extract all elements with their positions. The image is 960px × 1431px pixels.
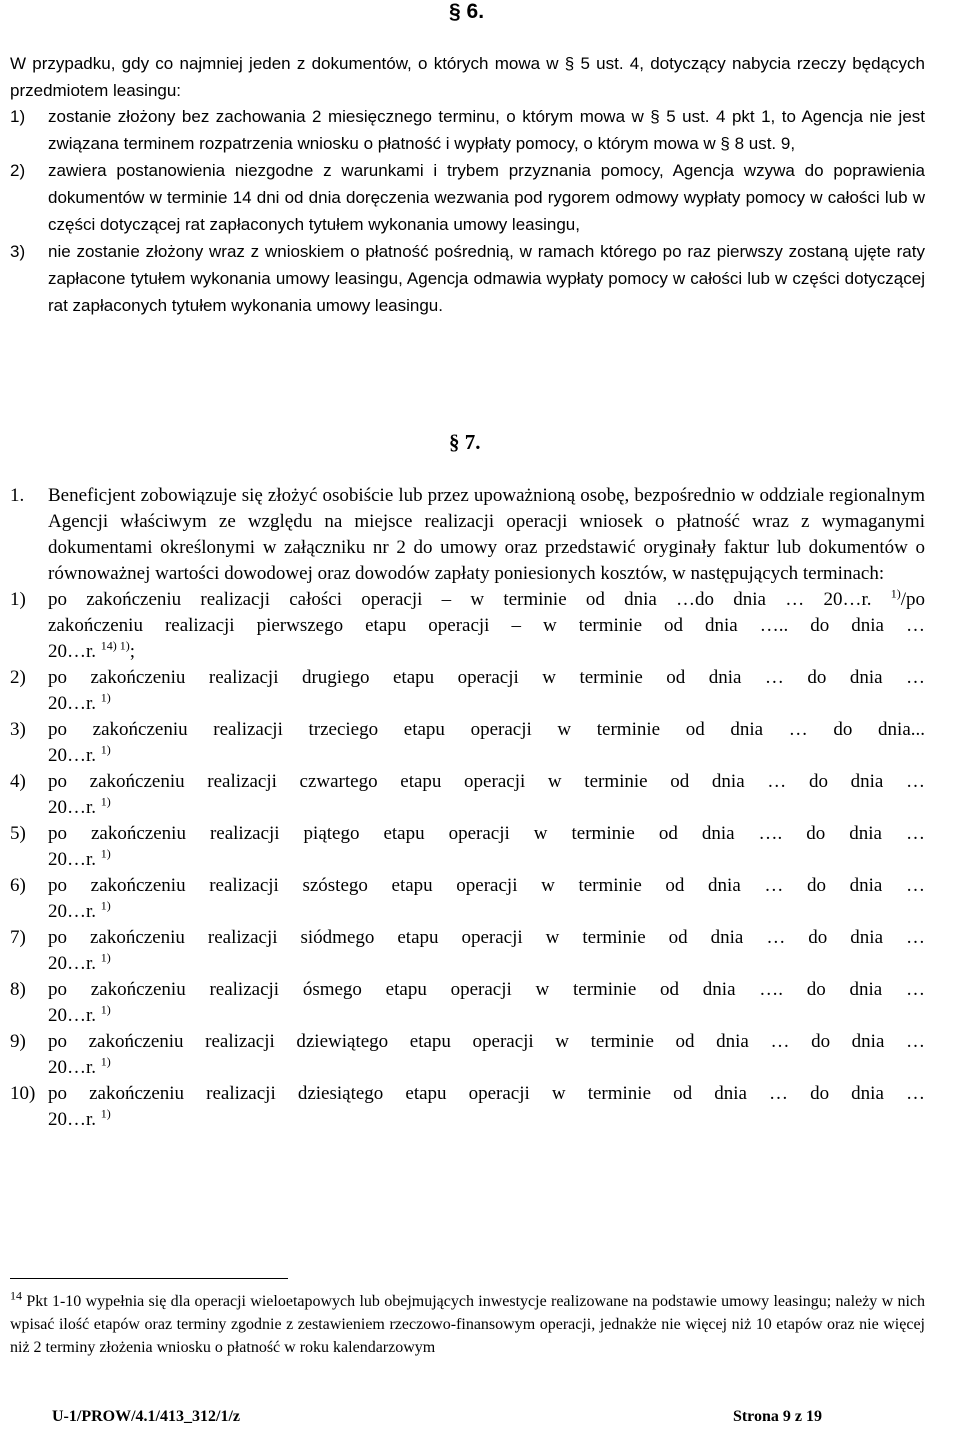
paragraph-1 (10, 483, 925, 587)
footnote-separator (10, 1278, 288, 1279)
list-item-line: po zakończeniu realizacji czwartego etapu operacji w terminie od dnia … do dnia … (48, 771, 925, 792)
footnote-ref: 1) (100, 794, 111, 809)
footnote-marker: 14 (10, 1288, 22, 1303)
footnote-ref: 1) (100, 1054, 111, 1069)
list-item-line: 20…r. $^{1)}$ (48, 846, 111, 870)
list-item-number: 6) (10, 875, 26, 896)
deadline-list-rest (10, 665, 925, 1133)
list-item-line: po zakończeniu realizacji trzeciego etapu operacji w terminie od dnia … do dnia... (48, 719, 925, 740)
footnote-text: Pkt 1-10 wypełnia się dla operacji wieloetapowych lub obejmujących inwestycje realizowane na podstawie umowy leasingu; należy w nich wpisać ilość etapów oraz terminy zgodnie z zestawieniem rzeczowo-finansowym operacji, jednakże nie więcej niż 10 etapów oraz nie więcej niż 2 terminy złożenia wniosku o płatność w roku kalendarzowym (10, 1293, 926, 1356)
list-item-line: 20…r. $^{1)}$ (48, 794, 111, 818)
list-item-line: po zakończeniu realizacji dziesiątego etapu operacji w terminie od dnia … do dnia … (48, 1083, 925, 1104)
list-item (10, 103, 925, 157)
list-item (10, 587, 925, 665)
list-item-line: zakończeniu realizacji pierwszego etapu operacji – w terminie od dnia ….. do dnia … (48, 615, 925, 636)
footnote-ref: 1) (100, 1106, 111, 1121)
list-item-line: 20…r. $^{1)}$ (48, 950, 111, 974)
list-item-number: 4) (10, 771, 26, 792)
page-number: Strona 9 z 19 (732, 1408, 822, 1425)
list-item (10, 769, 925, 821)
list-item-line: po zakończeniu realizacji szóstego etapu operacji w terminie od dnia … do dnia … (48, 875, 925, 896)
list-item-line: po zakończeniu realizacji ósmego etapu operacji w terminie od dnia …. do dnia … (48, 979, 925, 1000)
section-7-heading: § 7. (449, 430, 481, 454)
list-item-line: po zakończeniu realizacji całości operacji – w terminie od dnia …do dnia … 20…r. $^{1)}$/po (48, 586, 925, 610)
list-item-line: po zakończeniu realizacji siódmego etapu operacji w terminie od dnia … do dnia … (48, 927, 925, 948)
list-item (10, 157, 925, 238)
list-item-number: 3) (10, 719, 26, 740)
section-7-body (10, 483, 925, 1133)
list-item-line: 20…r. $^{1)}$ (48, 1054, 111, 1078)
list-item-number: 7) (10, 927, 26, 948)
list-item-line: 20…r. $^{1)}$ (48, 1002, 111, 1026)
list-item-line: 20…r. $^{1)}$ (48, 742, 111, 766)
list-item (10, 665, 925, 717)
list-item-line: po zakończeniu realizacji piątego etapu operacji w terminie od dnia …. do dnia … (48, 823, 925, 844)
list-item (10, 977, 925, 1029)
deadline-list (10, 587, 925, 665)
list-item (10, 925, 925, 977)
footnote (10, 1290, 925, 1359)
list-item-text: zostanie złożony bez zachowania 2 miesięcznego terminu, o którym mowa w § 5 ust. 4 pkt 1, to Agencja nie jest związana terminem rozpatrzenia wniosku o płatność i wypłaty pomocy, o którym mowa w § 8 ust. 9, (48, 107, 925, 153)
list-item-number: 9) (10, 1031, 26, 1052)
paragraph-text: Beneficjent zobowiązuje się złożyć osobiście lub przez upoważnioną osobę, bezpośrednio w oddziale regionalnym Agencji właściwym ze względu na miejsce realizacji operacji wniosek o płatność wraz z wymaganymi dokumentami określonymi w załączniku nr 2 do umowy oraz przedstawić oryginały faktur lub dokumentów o równoważnej wartości dowodowej oraz dowodów zapłaty poniesionych kosztów, w następujących terminach: (48, 485, 925, 584)
list-item-line: po zakończeniu realizacji drugiego etapu operacji w terminie od dnia … do dnia … (48, 667, 925, 688)
list-item-line: 20…r. $^{14) 1)}$; (48, 638, 136, 662)
list-item (10, 1029, 925, 1081)
footnote-ref: 1) (100, 950, 111, 965)
paragraph-number: 1. (10, 485, 25, 506)
list-item-line: 20…r. $^{1)}$ (48, 1106, 111, 1130)
list-item (10, 238, 925, 319)
footnote-ref: 1) (100, 1002, 111, 1017)
list-item-number: 8) (10, 979, 26, 1000)
list-item-text: zawiera postanowienia niezgodne z warunkami i trybem przyznania pomocy, Agencja wzywa do poprawienia dokumentów w terminie 14 dni od dnia doręczenia wezwania pod rygorem odmowy wypłaty pomocy w całości lub w części dotyczącej rat zapłaconych tytułem wykonania umowy leasingu, (48, 161, 925, 234)
list-item-number: 3) (10, 242, 26, 261)
footnote-ref: 1) (100, 898, 111, 913)
list-item-number: 5) (10, 823, 26, 844)
section-6-list (10, 103, 925, 319)
list-item (10, 717, 925, 769)
list-item (10, 821, 925, 873)
list-item-number: 2) (10, 161, 26, 180)
footnote-ref: 1) (100, 846, 111, 861)
document-code: U-1/PROW/4.1/413_312/1/z (52, 1408, 240, 1425)
list-item-number: 10) (10, 1083, 36, 1104)
section-6-intro: W przypadku, gdy co najmniej jeden z dokumentów, o których mowa w § 5 ust. 4, dotyczący nabycia rzeczy będących przedmiotem leasingu: (10, 54, 925, 100)
section-6-heading: § 6. (449, 0, 485, 23)
list-item (10, 1081, 925, 1133)
footnote-ref: 1) (100, 690, 111, 705)
list-item-line: 20…r. $^{1)}$ (48, 898, 111, 922)
list-item-number: 1) (10, 589, 26, 610)
list-item-number: 2) (10, 667, 26, 688)
list-item-number: 1) (10, 107, 26, 126)
list-item-line: po zakończeniu realizacji dziewiątego etapu operacji w terminie od dnia … do dnia … (48, 1031, 925, 1052)
list-item (10, 873, 925, 925)
list-item-text: nie zostanie złożony wraz z wnioskiem o płatność pośrednią, w ramach którego po raz pierwszy zostaną ujęte raty zapłacone tytułem wykonania umowy leasingu, Agencja odmawia wypłaty pomocy w całości lub w części dotyczącej rat zapłaconych tytułem wykonania umowy leasingu. (48, 242, 925, 315)
list-item-line: 20…r. $^{1)}$ (48, 690, 111, 714)
footnote-ref: 1) (100, 742, 111, 757)
